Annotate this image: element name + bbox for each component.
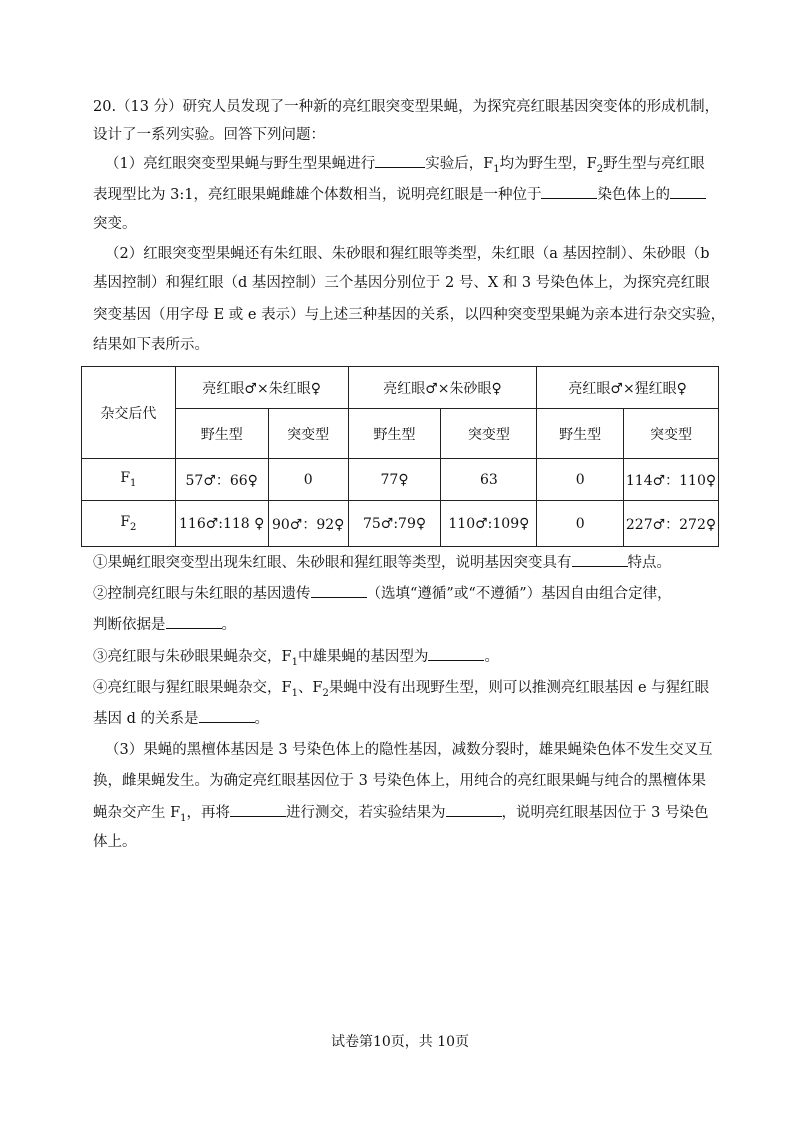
subquestion-1	[93, 551, 671, 574]
part3-text: 蝇杂交产生 F	[93, 805, 181, 821]
phenotype-header: 突变型	[268, 409, 348, 459]
phenotype-header: 野生型	[175, 409, 268, 459]
part1-text: 突变。	[93, 216, 137, 232]
part2-text: （2）红眼突变型果蝇还有朱红眼、朱砂眼和猩红眼等类型，朱红眼（a 基因控制）、朱砂眼（b	[105, 246, 710, 262]
table-cell: 110♂:109♀	[441, 501, 537, 547]
subscript: 2	[596, 163, 604, 175]
part3-line-4	[93, 831, 137, 853]
part1-line-1	[105, 152, 705, 181]
generation-cell	[82, 459, 176, 501]
table-cell: 63	[441, 459, 537, 501]
cross-header: 亮红眼♂×猩红眼♀	[537, 367, 719, 409]
table-cell: 75♂:79♀	[348, 501, 441, 547]
subquestion-text: ④亮红眼与猩红眼果蝇杂交，F	[93, 680, 292, 696]
generation-label: F	[120, 514, 131, 531]
phenotype-header: 野生型	[537, 409, 624, 459]
phenotype-header: 突变型	[624, 409, 719, 459]
part1-text: 表现型比为 3:1，亮红眼果蝇雌雄个体数相当，说明亮红眼是一种位于	[93, 187, 542, 203]
part1-text: 野生型与亮红眼	[603, 156, 705, 172]
part3-text: ，再将	[186, 805, 231, 821]
subquestion-text: ③亮红眼与朱砂眼果蝇杂交，F	[93, 649, 292, 665]
answer-blank[interactable]	[428, 645, 484, 661]
cross-header: 亮红眼♂×朱砂眼♀	[348, 367, 537, 409]
part1-text: （1）亮红眼突变型果蝇与野生型果蝇进行	[105, 156, 376, 172]
part3-text: 换，雌果蝇发生。为确定亮红眼基因位于 3 号染色体上，用纯合的亮红眼果蝇与纯合的黑檀体果	[93, 773, 706, 789]
table-cell: 227♂：272♀	[624, 501, 719, 547]
table-row	[82, 459, 719, 501]
subquestion-text: 判断依据是	[93, 617, 166, 633]
answer-blank[interactable]	[375, 152, 425, 168]
answer-blank[interactable]	[670, 183, 706, 199]
subscript: 1	[180, 812, 187, 824]
subquestion-text: ①果蝇红眼突变型出现朱红眼、朱砂眼和猩红眼等类型，说明基因突变具有	[93, 555, 572, 571]
question-intro-line-2	[93, 124, 325, 146]
table-row	[82, 501, 719, 547]
subquestion-4	[93, 677, 709, 705]
phenotype-header: 突变型	[441, 409, 537, 459]
question-number: 20.	[93, 99, 117, 115]
table-cell: 0	[268, 459, 348, 501]
subquestion-text: 、F	[297, 680, 323, 696]
subquestion-text: （选填“遵循”或“不遵循”）基因自由组合定律，	[366, 586, 672, 602]
generation-label: F	[120, 470, 131, 487]
table-corner-cell: 杂交后代	[82, 367, 176, 459]
table-cell: 77♀	[348, 459, 441, 501]
generation-cell	[82, 501, 176, 547]
subscript: 1	[130, 477, 137, 489]
subquestion-4-cont	[93, 707, 269, 730]
question-intro-text: 设计了一系列实验。回答下列问题：	[93, 127, 325, 143]
subquestion-text: 。	[221, 617, 236, 633]
part2-text: 突变基因（用字母 E 或 e 表示）与上述三种基因的关系，以四种突变型果蝇为亲本进行杂交实验，	[93, 307, 726, 323]
part2-line-2	[93, 272, 710, 294]
phenotype-header: 野生型	[348, 409, 441, 459]
answer-blank[interactable]	[446, 801, 502, 817]
subquestion-3	[93, 645, 499, 674]
table-subheader-row	[82, 409, 719, 459]
part3-text: 进行测交，若实验结果为	[286, 805, 446, 821]
cross-results-table	[81, 366, 719, 547]
answer-blank[interactable]	[199, 707, 255, 723]
answer-blank[interactable]	[166, 613, 222, 629]
part2-line-4	[93, 334, 209, 356]
part1-line-2	[93, 183, 706, 206]
subquestion-text: 基因 d 的关系是	[93, 711, 199, 727]
part3-text: 体上。	[93, 834, 137, 850]
subquestion-text: 。	[484, 649, 499, 665]
subquestion-2-cont	[93, 613, 236, 636]
part2-line-3	[93, 304, 725, 326]
question-intro-line-1	[93, 96, 719, 118]
table-cell: 90♂：92♀	[268, 501, 348, 547]
subscript: 1	[291, 656, 298, 668]
subquestion-text: 。	[254, 711, 269, 727]
question-score: （13 分）	[116, 99, 183, 115]
question-intro: 研究人员发现了一种新的亮红眼突变型果蝇，为探究亮红眼基因突变体的形成机制，	[182, 99, 720, 115]
part1-line-3	[93, 213, 137, 235]
table-cell: 114♂：110♀	[624, 459, 719, 501]
part1-text: 染色体上的	[597, 187, 670, 203]
table-cell: 116♂:118 ♀	[175, 501, 268, 547]
subscript: 1	[291, 687, 298, 699]
table-cell: 57♂：66♀	[175, 459, 268, 501]
part2-line-1	[105, 243, 710, 265]
answer-blank[interactable]	[541, 183, 597, 199]
part1-text: 实验后，F	[425, 156, 494, 172]
table-header-row	[82, 367, 719, 409]
subquestion-text: 果蝇中没有出现野生型，则可以推测亮红眼基因 e 与猩红眼	[328, 680, 710, 696]
cross-header: 亮红眼♂×朱红眼♀	[175, 367, 348, 409]
subquestion-text: 特点。	[627, 555, 671, 571]
part2-text: 基因控制）和猩红眼（d 基因控制）三个基因分别位于 2 号、X 和 3 号染色体上，为探究亮红眼	[93, 275, 710, 291]
part3-line-3	[93, 801, 709, 830]
part3-line-1	[105, 739, 713, 761]
part3-text: ，说明亮红眼基因位于 3 号染色	[501, 805, 709, 821]
answer-blank[interactable]	[311, 582, 367, 598]
table-cell: 0	[537, 459, 624, 501]
part3-line-2	[93, 770, 706, 792]
subquestion-text: ②控制亮红眼与朱红眼的基因遗传	[93, 586, 311, 602]
subscript: 1	[493, 163, 500, 175]
answer-blank[interactable]	[230, 801, 286, 817]
part2-text: 结果如下表所示。	[93, 337, 209, 353]
table-cell: 0	[537, 501, 624, 547]
subquestion-text: 中雄果蝇的基因型为	[297, 649, 429, 665]
answer-blank[interactable]	[572, 551, 628, 567]
subquestion-2	[93, 582, 672, 605]
part3-text: （3）果蝇的黑檀体基因是 3 号染色体上的隐性基因，减数分裂时，雄果蝇染色体不发生交叉互	[105, 742, 713, 758]
page-footer: 试卷第10页，共 10页	[330, 1034, 470, 1050]
part1-text: 均为野生型，F	[499, 156, 597, 172]
subscript: 2	[130, 521, 137, 533]
subscript: 2	[322, 687, 329, 699]
